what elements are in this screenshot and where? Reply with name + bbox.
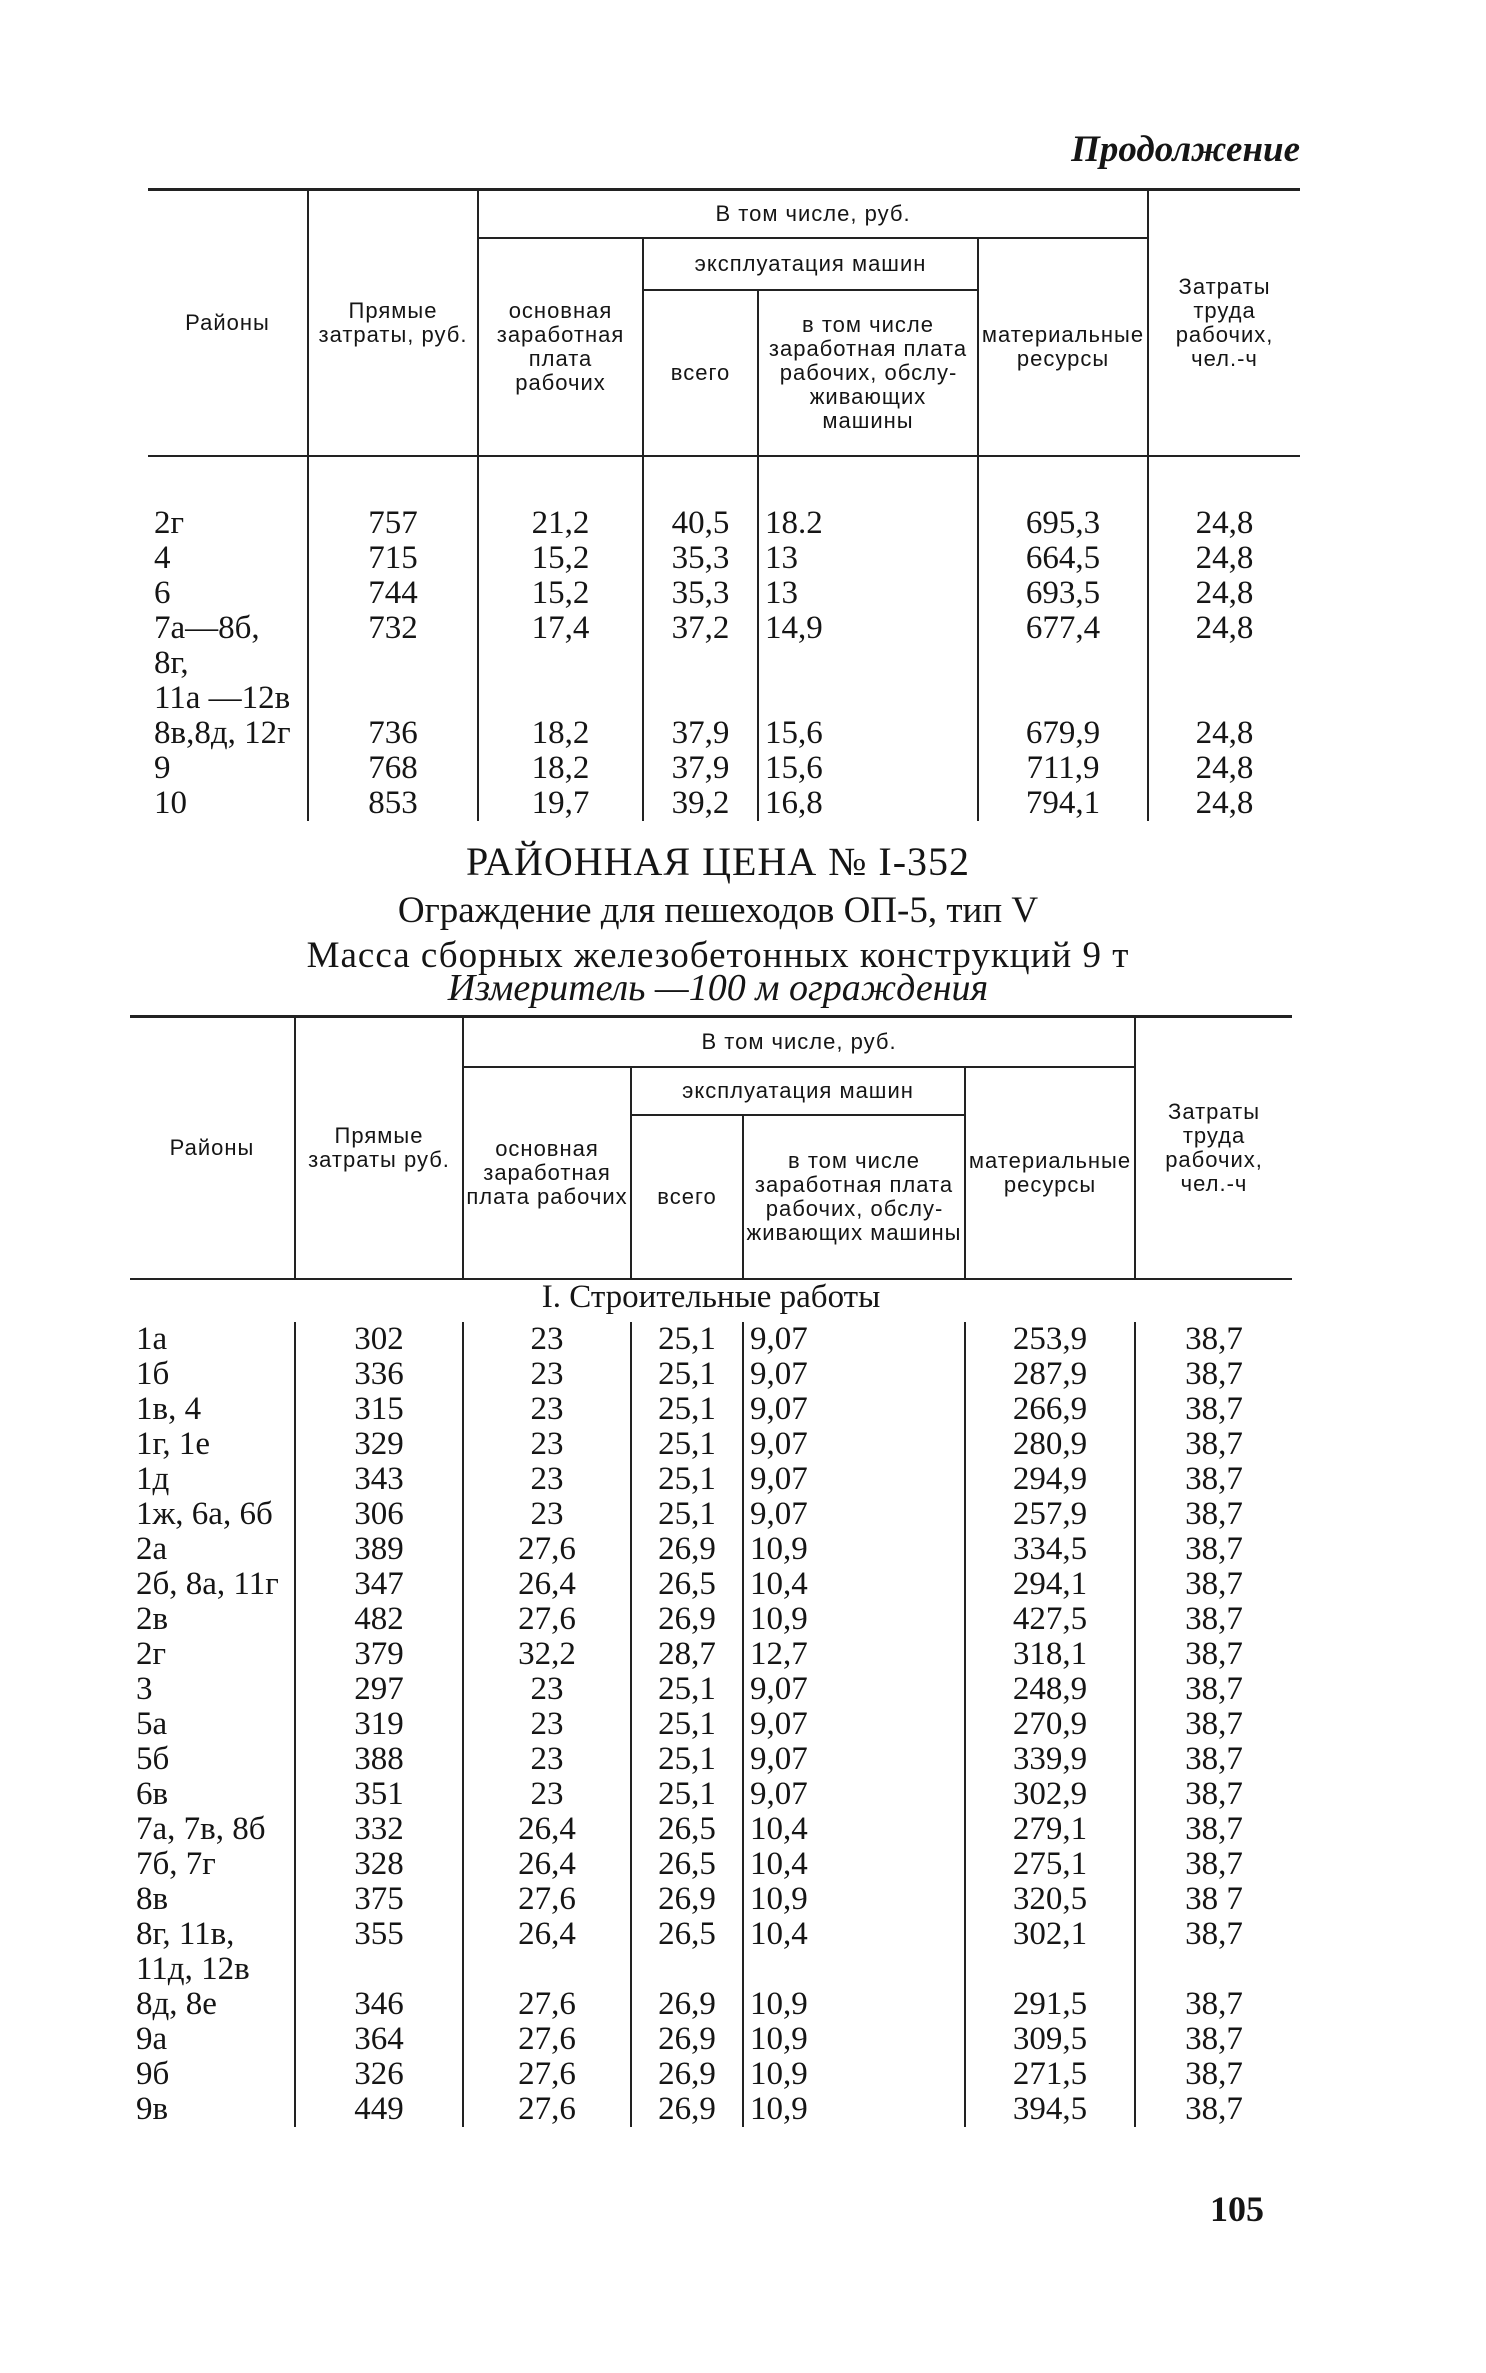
- cell-machine-wages: 10,4: [743, 1917, 965, 1952]
- cell-direct-costs: 375: [295, 1882, 463, 1917]
- cell-materials: 664,5: [978, 541, 1148, 576]
- cell-district: 7б, 7г: [136, 1846, 216, 1882]
- cell-machine-wages: 10,9: [743, 1987, 965, 2022]
- cell-district: 11а —12в: [154, 680, 291, 716]
- cell-machines-total: 25,1: [631, 1427, 743, 1462]
- cell-labor: 24,8: [1148, 786, 1300, 821]
- table1-body: [148, 456, 1300, 821]
- cell-machines-total: 25,1: [631, 1462, 743, 1497]
- table-row: [130, 1532, 1292, 1567]
- cell-wages: 23: [463, 1742, 631, 1777]
- table-row: [130, 1392, 1292, 1427]
- cell-machines-total: [643, 646, 758, 681]
- table-row: [148, 541, 1300, 576]
- cell-district: 8в,8д, 12г: [154, 715, 291, 751]
- table-row: [130, 1707, 1292, 1742]
- cell-wages: 26,4: [463, 1847, 631, 1882]
- cell-wages: 26,4: [463, 1917, 631, 1952]
- cell-labor: 38,7: [1135, 1812, 1292, 1847]
- cell-machines-total: 25,1: [631, 1497, 743, 1532]
- cell-machines-total: 25,1: [631, 1322, 743, 1357]
- cell-wages: [478, 681, 643, 716]
- cell-machine-wages: 10,4: [743, 1567, 965, 1602]
- table2-body: [130, 1279, 1292, 2127]
- cell-materials: 394,5: [965, 2092, 1135, 2127]
- cell-wages: 27,6: [463, 2057, 631, 2092]
- cell-materials: 711,9: [978, 751, 1148, 786]
- table-row: [130, 1322, 1292, 1357]
- cell-direct-costs: [308, 681, 478, 716]
- cell-direct-costs: 332: [295, 1812, 463, 1847]
- cell-labor: 24,8: [1148, 576, 1300, 611]
- cell-machines-total: 25,1: [631, 1357, 743, 1392]
- cell-machines-total: 26,9: [631, 1987, 743, 2022]
- cell-machines-total: [631, 1952, 743, 1987]
- cell-machine-wages: 9,07: [743, 1322, 965, 1357]
- cell-labor: 24,8: [1148, 716, 1300, 751]
- cell-wages: 18,2: [478, 716, 643, 751]
- cell-machine-wages: [758, 646, 978, 681]
- cell-labor: 38 7: [1135, 1882, 1292, 1917]
- table1: [148, 190, 1300, 821]
- cell-machine-wages: 9,07: [743, 1777, 965, 1812]
- header-materials: материальные ресурсы: [965, 1067, 1135, 1279]
- cell-direct-costs: 389: [295, 1532, 463, 1567]
- cell-district: 2в: [136, 1601, 169, 1637]
- header-total: всего: [631, 1115, 743, 1279]
- cell-wages: 23: [463, 1357, 631, 1392]
- table-row: [130, 1812, 1292, 1847]
- cell-machines-total: 26,9: [631, 2022, 743, 2057]
- cell-machine-wages: 10,9: [743, 1532, 965, 1567]
- cell-machines-total: 26,5: [631, 1847, 743, 1882]
- cell-labor: 38,7: [1135, 1917, 1292, 1952]
- cell-wages: 23: [463, 1462, 631, 1497]
- cell-materials: 677,4: [978, 611, 1148, 646]
- table-row: [130, 1602, 1292, 1637]
- header-machine-wages: в том числе заработная плата рабочих, обслуживающих машины: [743, 1115, 965, 1279]
- cell-machines-total: 39,2: [643, 786, 758, 821]
- cell-labor: [1148, 681, 1300, 716]
- table-row: [130, 1462, 1292, 1497]
- cell-materials: 275,1: [965, 1847, 1135, 1882]
- cell-direct-costs: 715: [308, 541, 478, 576]
- continuation-label: Продолжение: [1071, 129, 1300, 170]
- table-row: [130, 1497, 1292, 1532]
- cell-wages: 32,2: [463, 1637, 631, 1672]
- cell-direct-costs: 315: [295, 1392, 463, 1427]
- cell-district: 2а: [136, 1531, 168, 1567]
- cell-labor: 24,8: [1148, 541, 1300, 576]
- cell-district: 9б: [136, 2056, 170, 2092]
- cell-machines-total: 26,5: [631, 1567, 743, 1602]
- table-row: [130, 1637, 1292, 1672]
- cell-direct-costs: 306: [295, 1497, 463, 1532]
- cell-direct-costs: 351: [295, 1777, 463, 1812]
- cell-wages: 23: [463, 1427, 631, 1462]
- cell-materials: 270,9: [965, 1707, 1135, 1742]
- cell-materials: 287,9: [965, 1357, 1135, 1392]
- cell-labor: [1135, 1952, 1292, 1987]
- cell-machines-total: 25,1: [631, 1392, 743, 1427]
- cell-direct-costs: 326: [295, 2057, 463, 2092]
- cell-direct-costs: 449: [295, 2092, 463, 2127]
- cell-district: 8д, 8е: [136, 1986, 217, 2022]
- table-row: [130, 1847, 1292, 1882]
- cell-wages: 23: [463, 1777, 631, 1812]
- cell-materials: [978, 646, 1148, 681]
- cell-machines-total: 26,5: [631, 1917, 743, 1952]
- cell-labor: 24,8: [1148, 751, 1300, 786]
- cell-materials: 257,9: [965, 1497, 1135, 1532]
- cell-labor: 38,7: [1135, 1462, 1292, 1497]
- cell-materials: 318,1: [965, 1637, 1135, 1672]
- cell-machines-total: 37,9: [643, 716, 758, 751]
- cell-direct-costs: 343: [295, 1462, 463, 1497]
- cell-district: 6в: [136, 1776, 169, 1812]
- header-district: Районы: [130, 1017, 295, 1279]
- cell-machine-wages: 9,07: [743, 1672, 965, 1707]
- cell-materials: 320,5: [965, 1882, 1135, 1917]
- cell-materials: 271,5: [965, 2057, 1135, 2092]
- cell-district: 1в, 4: [136, 1391, 202, 1427]
- cell-district: 8г,: [154, 645, 189, 681]
- cell-materials: 339,9: [965, 1742, 1135, 1777]
- table-row: [130, 1567, 1292, 1602]
- header-machines: эксплуатация машин: [631, 1067, 965, 1115]
- cell-machine-wages: 9,07: [743, 1392, 965, 1427]
- cell-machine-wages: 9,07: [743, 1497, 965, 1532]
- header-including: В том числе, руб.: [478, 190, 1148, 238]
- cell-district: 1б: [136, 1356, 170, 1392]
- cell-district: 1ж, 6а, 6б: [136, 1496, 273, 1532]
- table-row: [148, 681, 1300, 716]
- cell-machine-wages: 14,9: [758, 611, 978, 646]
- cell-machines-total: 25,1: [631, 1777, 743, 1812]
- table-row: [148, 646, 1300, 681]
- cell-district: 5б: [136, 1741, 170, 1777]
- cell-direct-costs: 388: [295, 1742, 463, 1777]
- cell-machine-wages: 13: [758, 576, 978, 611]
- cell-direct-costs: [295, 1952, 463, 1987]
- cell-materials: 253,9: [965, 1322, 1135, 1357]
- cell-direct-costs: 732: [308, 611, 478, 646]
- cell-machine-wages: 10,9: [743, 2092, 965, 2127]
- cell-labor: 24,8: [1148, 611, 1300, 646]
- cell-wages: [478, 646, 643, 681]
- cell-machine-wages: 15,6: [758, 716, 978, 751]
- cell-machines-total: 26,5: [631, 1812, 743, 1847]
- table-row: [130, 1777, 1292, 1812]
- cell-materials: 794,1: [978, 786, 1148, 821]
- cell-district: 2б, 8а, 11г: [136, 1566, 279, 1602]
- cell-labor: 38,7: [1135, 1742, 1292, 1777]
- cell-materials: 302,1: [965, 1917, 1135, 1952]
- header-materials: материальные ресурсы: [978, 238, 1148, 456]
- cell-machine-wages: 12,7: [743, 1637, 965, 1672]
- cell-labor: 38,7: [1135, 1847, 1292, 1882]
- cell-wages: 21,2: [478, 506, 643, 541]
- cell-direct-costs: 379: [295, 1637, 463, 1672]
- cell-machines-total: 25,1: [631, 1742, 743, 1777]
- table-row: [148, 716, 1300, 751]
- cell-direct-costs: 346: [295, 1987, 463, 2022]
- section-subtitle: Ограждение для пешеходов ОП-5, тип V: [397, 890, 1039, 931]
- table-row: [130, 1987, 1292, 2022]
- cell-direct-costs: 297: [295, 1672, 463, 1707]
- cell-wages: 23: [463, 1672, 631, 1707]
- cell-labor: 24,8: [1148, 506, 1300, 541]
- cell-wages: 27,6: [463, 1882, 631, 1917]
- cell-district: 1а: [136, 1321, 168, 1357]
- cell-labor: 38,7: [1135, 1497, 1292, 1532]
- cell-wages: 15,2: [478, 576, 643, 611]
- cell-direct-costs: 355: [295, 1917, 463, 1952]
- cell-machine-wages: 16,8: [758, 786, 978, 821]
- cell-labor: 38,7: [1135, 1392, 1292, 1427]
- cell-materials: 280,9: [965, 1427, 1135, 1462]
- cell-direct-costs: 336: [295, 1357, 463, 1392]
- cell-district: 9в: [136, 2091, 169, 2127]
- cell-machines-total: 28,7: [631, 1637, 743, 1672]
- cell-labor: 38,7: [1135, 1672, 1292, 1707]
- cell-direct-costs: 853: [308, 786, 478, 821]
- cell-machines-total: 25,1: [631, 1672, 743, 1707]
- cell-materials: 279,1: [965, 1812, 1135, 1847]
- cell-direct-costs: [308, 646, 478, 681]
- cell-materials: [978, 681, 1148, 716]
- cell-machine-wages: 10,9: [743, 2022, 965, 2057]
- cell-wages: 26,4: [463, 1812, 631, 1847]
- cell-direct-costs: 319: [295, 1707, 463, 1742]
- cell-wages: 23: [463, 1497, 631, 1532]
- section-measure: Измеритель —100 м ограждения: [447, 967, 989, 1009]
- cell-labor: 38,7: [1135, 2022, 1292, 2057]
- cell-district: 1г, 1е: [136, 1426, 210, 1462]
- cell-machines-total: 26,9: [631, 1882, 743, 1917]
- cell-machine-wages: 9,07: [743, 1357, 965, 1392]
- cell-wages: 27,6: [463, 1987, 631, 2022]
- table-row: [130, 1427, 1292, 1462]
- header-direct-costs: Прямые затраты, руб.: [308, 190, 478, 456]
- cell-machines-total: 26,9: [631, 2057, 743, 2092]
- table-row: [148, 611, 1300, 646]
- cell-machine-wages: 10,4: [743, 1847, 965, 1882]
- cell-machine-wages: [758, 681, 978, 716]
- cell-materials: 294,9: [965, 1462, 1135, 1497]
- header-labor: Затраты труда рабочих, чел.-ч: [1135, 1017, 1292, 1279]
- header-total: всего: [643, 290, 758, 456]
- cell-wages: 27,6: [463, 1602, 631, 1637]
- cell-machine-wages: 10,9: [743, 2057, 965, 2092]
- cell-machine-wages: 13: [758, 541, 978, 576]
- cell-machines-total: 37,2: [643, 611, 758, 646]
- cell-labor: [1148, 646, 1300, 681]
- cell-machines-total: 37,9: [643, 751, 758, 786]
- cell-machine-wages: 15,6: [758, 751, 978, 786]
- table-row: [148, 506, 1300, 541]
- cell-labor: 38,7: [1135, 1427, 1292, 1462]
- cell-machines-total: 25,1: [631, 1707, 743, 1742]
- cell-machine-wages: 9,07: [743, 1462, 965, 1497]
- header-labor: Затраты труда рабочих, чел.-ч: [1148, 190, 1300, 456]
- cell-labor: 38,7: [1135, 1987, 1292, 2022]
- cell-direct-costs: 364: [295, 2022, 463, 2057]
- section-mass: Масса сборных железобетонных конструкций 9 т: [306, 935, 1130, 976]
- cell-labor: 38,7: [1135, 1322, 1292, 1357]
- cell-materials: 294,1: [965, 1567, 1135, 1602]
- cell-direct-costs: 482: [295, 1602, 463, 1637]
- table2: [130, 1017, 1292, 2127]
- cell-direct-costs: 768: [308, 751, 478, 786]
- header-wages: основная заработная плата рабочих: [478, 238, 643, 456]
- header-district: Районы: [148, 190, 308, 456]
- cell-district: 6: [154, 575, 171, 611]
- cell-wages: 23: [463, 1707, 631, 1742]
- cell-machines-total: 35,3: [643, 541, 758, 576]
- cell-machine-wages: [743, 1952, 965, 1987]
- subsection-title: I. Строительные работы: [541, 1279, 881, 1315]
- cell-materials: 427,5: [965, 1602, 1135, 1637]
- cell-materials: 291,5: [965, 1987, 1135, 2022]
- cell-district: 7а, 7в, 8б: [136, 1811, 266, 1847]
- cell-district: 8в: [136, 1881, 169, 1917]
- cell-materials: 248,9: [965, 1672, 1135, 1707]
- cell-direct-costs: 757: [308, 506, 478, 541]
- cell-wages: 19,7: [478, 786, 643, 821]
- table-row: [130, 2092, 1292, 2127]
- cell-labor: 38,7: [1135, 2057, 1292, 2092]
- cell-machines-total: 35,3: [643, 576, 758, 611]
- cell-wages: 27,6: [463, 2022, 631, 2057]
- table-row: [130, 1672, 1292, 1707]
- cell-labor: 38,7: [1135, 1567, 1292, 1602]
- cell-district: 9: [154, 750, 171, 786]
- cell-district: 2г: [154, 505, 185, 541]
- cell-district: 2г: [136, 1636, 167, 1672]
- cell-wages: 15,2: [478, 541, 643, 576]
- cell-machine-wages: 9,07: [743, 1742, 965, 1777]
- cell-direct-costs: 744: [308, 576, 478, 611]
- cell-district: 4: [154, 540, 171, 576]
- cell-direct-costs: 329: [295, 1427, 463, 1462]
- cell-wages: 23: [463, 1392, 631, 1427]
- cell-machine-wages: 9,07: [743, 1427, 965, 1462]
- cell-district: 5а: [136, 1706, 168, 1742]
- header-machine-wages: в том числе заработная плата рабочих, обслуживающих машины: [758, 290, 978, 456]
- cell-district: 1д: [136, 1461, 170, 1497]
- table-row: [130, 1952, 1292, 1987]
- cell-machine-wages: 10,9: [743, 1882, 965, 1917]
- cell-labor: 38,7: [1135, 2092, 1292, 2127]
- cell-direct-costs: 736: [308, 716, 478, 751]
- cell-machines-total: 40,5: [643, 506, 758, 541]
- table-row: [148, 786, 1300, 821]
- table-row: [148, 576, 1300, 611]
- table-row: [130, 1917, 1292, 1952]
- table-row: [148, 751, 1300, 786]
- table-row: [130, 2022, 1292, 2057]
- cell-machine-wages: 10,9: [743, 1602, 965, 1637]
- cell-machines-total: 26,9: [631, 1602, 743, 1637]
- cell-wages: 18,2: [478, 751, 643, 786]
- cell-materials: 334,5: [965, 1532, 1135, 1567]
- cell-labor: 38,7: [1135, 1637, 1292, 1672]
- cell-wages: 17,4: [478, 611, 643, 646]
- cell-machine-wages: 18.2: [758, 506, 978, 541]
- cell-district: 9а: [136, 2021, 168, 2057]
- cell-machines-total: 26,9: [631, 2092, 743, 2127]
- cell-direct-costs: 347: [295, 1567, 463, 1602]
- cell-materials: [965, 1952, 1135, 1987]
- cell-direct-costs: 328: [295, 1847, 463, 1882]
- cell-district: 11д, 12в: [136, 1951, 250, 1987]
- cell-materials: 695,3: [978, 506, 1148, 541]
- cell-materials: 693,5: [978, 576, 1148, 611]
- cell-machines-total: [643, 681, 758, 716]
- cell-district: 8г, 11в,: [136, 1916, 235, 1952]
- cell-materials: 309,5: [965, 2022, 1135, 2057]
- header-direct-costs: Прямые затраты руб.: [295, 1017, 463, 1279]
- table-row: [130, 1357, 1292, 1392]
- cell-materials: 679,9: [978, 716, 1148, 751]
- table-row: [130, 1882, 1292, 1917]
- table-row: [130, 1742, 1292, 1777]
- cell-materials: 302,9: [965, 1777, 1135, 1812]
- cell-machines-total: 26,9: [631, 1532, 743, 1567]
- cell-district: 10: [154, 785, 187, 821]
- cell-wages: 26,4: [463, 1567, 631, 1602]
- cell-direct-costs: 302: [295, 1322, 463, 1357]
- header-machines: эксплуатация машин: [643, 238, 978, 290]
- page-number: 105: [1210, 2189, 1264, 2229]
- header-wages: основная заработная плата рабочих: [463, 1067, 631, 1279]
- cell-wages: 27,6: [463, 2092, 631, 2127]
- cell-labor: 38,7: [1135, 1357, 1292, 1392]
- cell-wages: 27,6: [463, 1532, 631, 1567]
- cell-labor: 38,7: [1135, 1777, 1292, 1812]
- cell-wages: 23: [463, 1322, 631, 1357]
- cell-materials: 266,9: [965, 1392, 1135, 1427]
- cell-machine-wages: 10,4: [743, 1812, 965, 1847]
- section-title: РАЙОННАЯ ЦЕНА № I-352: [465, 839, 971, 884]
- cell-labor: 38,7: [1135, 1532, 1292, 1567]
- cell-district: 3: [136, 1671, 153, 1707]
- header-including: В том числе, руб.: [463, 1017, 1135, 1067]
- cell-wages: [463, 1952, 631, 1987]
- cell-labor: 38,7: [1135, 1602, 1292, 1637]
- cell-machine-wages: 9,07: [743, 1707, 965, 1742]
- cell-district: 7а—8б,: [154, 610, 260, 646]
- table-row: [130, 2057, 1292, 2092]
- cell-labor: 38,7: [1135, 1707, 1292, 1742]
